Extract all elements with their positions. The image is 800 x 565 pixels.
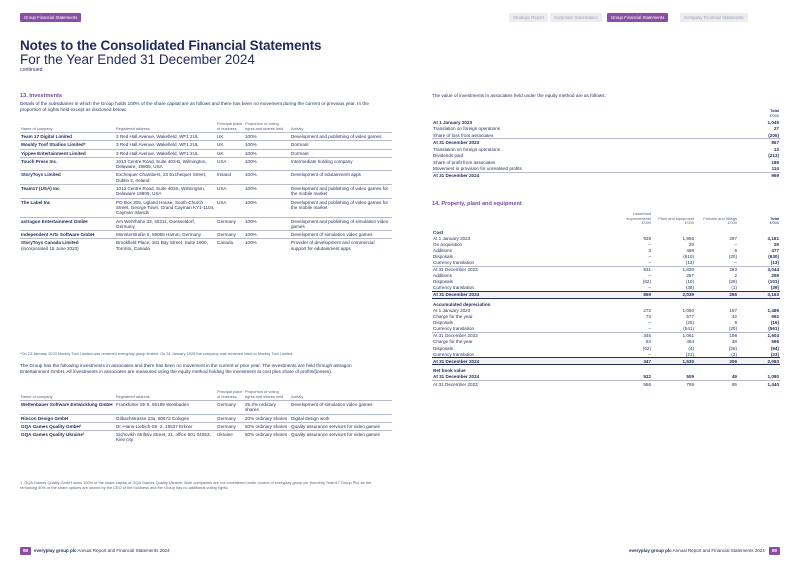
company-prop: 100% [244, 149, 290, 157]
company-prop: 100% [244, 171, 290, 185]
company-place: Germany [216, 217, 244, 231]
row-label: Translation on foreign operations [433, 126, 500, 132]
cell-value: 522 [643, 374, 651, 380]
row-label: At 1 January 2023 [433, 119, 473, 125]
associates-footnote: 1. GQA Games Quality GmbH owns 100% of the share capital of GQA Games Quality Ukraine. Both companies are not considered under control of everyplay group plc (formerly Team17 Group Plc) as the remaining 50% of the share options are owned by the CEO of the business and the Group has no additional voting rights. [20, 480, 372, 490]
cell-value: 586 [610, 381, 652, 388]
table-row [20, 231, 392, 239]
company-address: Gilbachstrasse 23a, 50672 Cologne [115, 414, 216, 422]
company-address: Am Wehrhahn 33, 40211, Duesseldorf, Germany [115, 217, 216, 231]
cell-value: 42 [731, 314, 737, 320]
table-row [20, 171, 392, 185]
table-row [432, 285, 780, 292]
col-ppe-total: Total £'000 [769, 215, 779, 225]
cell-value: 1,604 [738, 332, 780, 339]
cell-value: 928 [643, 235, 651, 241]
row-value: 188 [771, 159, 779, 165]
row-label: Currency translation [433, 259, 475, 265]
cell-value: 29 [773, 241, 779, 247]
cell-value: 73 [645, 314, 651, 320]
row-label: At 31 December 2023 [432, 266, 610, 273]
company-prop: 100% [244, 141, 290, 149]
company-activity: Development and publishing of video games for the mobile market [290, 198, 392, 217]
row-label: At 1 January 2023 [433, 308, 471, 314]
company-activity: Dormant [290, 141, 392, 149]
cell-value: – [648, 259, 651, 265]
row-value: 114 [771, 165, 779, 171]
table-row [432, 260, 780, 267]
company-prop: 20% ordinary shares [244, 414, 290, 422]
col-place: Principal place of business [217, 121, 243, 131]
section-header-row [432, 298, 780, 307]
company-prop: 100% [244, 133, 290, 141]
company-prop: 100% [244, 198, 290, 217]
page-number-right: 89 [769, 547, 780, 555]
assoc-values-intro: The value of investments in associates held under the equity method are as follows: [432, 93, 606, 98]
company-name: Yippee Entertainment Limited [20, 149, 115, 157]
page-number-left: 88 [20, 547, 31, 555]
company-address: Exchequer Chambers, 23 Exchequer Street, Dublin 2, Ireland [115, 171, 216, 185]
table-row [20, 198, 392, 217]
ppe-table [432, 211, 780, 387]
cell-value: 259 [771, 273, 779, 279]
company-name: StoryToys Canada Limited (incorporated 15 June 2023) [20, 239, 115, 252]
col-fixtures: Fixtures and fittings £'000 [703, 215, 737, 225]
cell-value: 206 [695, 358, 738, 365]
cell-value: – [648, 320, 651, 326]
company-name: Touch Press Inc. [20, 157, 115, 171]
cell-value: 869 [610, 291, 652, 298]
row-label: Currency translation [433, 285, 475, 291]
assoc-value-row [432, 165, 780, 172]
tab-strategic-report[interactable]: Strategic Report [509, 13, 548, 22]
company-name: Team 17 Digital Limited [20, 133, 115, 141]
section-header-row [432, 365, 780, 374]
row-label: Disposals [433, 345, 453, 351]
row-label: At 31 December 2024 [432, 172, 740, 179]
table-row [432, 381, 780, 388]
footer-doc: Annual Report and Financial Statements 2024 [672, 548, 765, 553]
page-title: Notes to the Consolidated Financial Statements [20, 38, 322, 53]
company-place: USA [216, 185, 244, 199]
company-name: Mouldy Toof Studios Limited* [20, 141, 115, 149]
cell-value: (38) [685, 285, 694, 291]
assoc-values-table [432, 108, 780, 179]
cell-value: – [648, 285, 651, 291]
cell-value: (630) [768, 253, 779, 259]
row-value: 1,045 [767, 119, 779, 125]
cell-value: 1,050 [682, 308, 694, 314]
company-place: Ireland [216, 171, 244, 185]
cell-value: 1,080 [767, 374, 779, 380]
company-address: Frankfurter Str 5, 65189 Wiesbaden [115, 401, 216, 415]
row-value: (205) [768, 132, 779, 138]
cell-value: 283 [695, 266, 738, 273]
row-label: At 31 December 2024 [432, 291, 610, 298]
company-address: Dr.-Hans-Liebich-Str. 2, 15537 Erkner [115, 422, 216, 430]
cell-value: 29 [688, 241, 694, 247]
subsidiaries-table [20, 121, 392, 252]
company-place: Germany [216, 422, 244, 430]
cell-value: (1) [731, 285, 737, 291]
row-label: Translation on foreign operations [433, 146, 500, 152]
associates-intro: The Group has the following investments in associates and there has been no movement in the current or prior year. The investments are held through astragon Entertainment GmbH. All investments in associates are measured using the equity method holding the investment at cost plus share of profits/(losses). [20, 363, 352, 375]
table-row [20, 239, 392, 252]
table-row [20, 141, 392, 149]
cell-value: 1,061 [652, 332, 695, 339]
company-activity: Development and publishing of video games for the mobile market [290, 185, 392, 199]
cell-value: (20) [728, 326, 737, 332]
cell-value: (16) [770, 320, 779, 326]
cell-value: 1,956 [682, 235, 694, 241]
section-tag: Group Financial Statements [20, 13, 81, 22]
row-label: Charge for the year [433, 314, 473, 320]
company-activity: Development of simulation video games [290, 401, 392, 415]
row-label: Currency translation [433, 351, 475, 357]
cell-value: – [648, 253, 651, 259]
company-activity: Dormant [290, 149, 392, 157]
cell-value: (13) [770, 259, 779, 265]
cell-value: 2,039 [652, 291, 695, 298]
company-prop: 100% [244, 239, 290, 252]
col-name: Name of company [21, 393, 53, 399]
company-place: USA [216, 198, 244, 217]
cell-value: – [648, 241, 651, 247]
cell-value: 257 [686, 273, 694, 279]
company-address: PO Box 309, Ugland House, South Church Street, George Town, Grand Cayman KY1-1104, Cayman Islands [116, 199, 215, 216]
investments-heading: 13. Investments [20, 93, 62, 99]
cell-value: 1,489 [767, 308, 779, 314]
table-row [20, 431, 392, 444]
company-name: astragon Entertainment GmbH [20, 217, 115, 231]
row-label: Share of loss from associates [433, 132, 494, 138]
company-activity: Quality assurance services for video games [290, 431, 392, 444]
col-total: Total £'000 [769, 108, 779, 118]
company-address: 1013 Centre Road, Suite 403-B, Wilmington, Delaware, 19805, USA [115, 157, 216, 171]
cell-value: (28) [728, 345, 737, 351]
cell-value: (29) [728, 279, 737, 285]
cell-value: (62) [642, 345, 651, 351]
company-address: Münsterstraße 5, 59065 Hamm, Germany [115, 231, 216, 239]
table-row [20, 149, 392, 157]
table-row [20, 217, 392, 231]
cell-value: 3 [648, 247, 651, 253]
table-row [20, 157, 392, 171]
company-place: Ukraine [216, 431, 244, 444]
company-name: StoryToys Limited [20, 171, 115, 185]
company-prop: 100% [244, 157, 290, 171]
col-plant: Plant and equipment £'000 [658, 215, 694, 225]
table-row [432, 332, 780, 339]
cell-value: 167 [729, 308, 737, 314]
company-prop: 100% [244, 185, 290, 199]
cell-value: (13) [685, 259, 694, 265]
cell-value: 6 [734, 247, 737, 253]
cell-value: 596 [771, 339, 779, 345]
associates-table [20, 389, 392, 444]
row-label: At 31 December 2024 [433, 374, 480, 380]
cell-value: – [734, 259, 737, 265]
cell-value: (101) [768, 279, 779, 285]
company-activity: Development and publishing of video games [290, 133, 392, 141]
company-activity: Digital design work [290, 414, 392, 422]
cell-value: 198 [695, 332, 738, 339]
company-activity: Intermediate holding company [290, 157, 392, 171]
cell-value: 255 [695, 291, 738, 298]
company-place: Germany [216, 231, 244, 239]
row-label: Cost [433, 229, 444, 235]
company-name: GQA Games Quality Ukraine¹ [20, 431, 115, 444]
table-row [432, 326, 780, 333]
row-label: Disposals [433, 320, 453, 326]
row-label: Net book value [433, 368, 466, 374]
assoc-value-row [432, 132, 780, 139]
company-prop: 50% ordinary shares [244, 422, 290, 430]
col-address: Registered address [116, 393, 150, 399]
company-place: USA [216, 157, 244, 171]
col-name: Name of company [21, 125, 53, 131]
company-address: Brookfield Place, 181 Bay Street, Suite 1800, Toronto, Canada [115, 239, 216, 252]
cell-value: (10) [685, 279, 694, 285]
cell-value: 509 [686, 374, 694, 380]
cell-value: 3,163 [738, 291, 780, 298]
table-row [432, 351, 780, 358]
cell-value: 1,530 [652, 358, 695, 365]
cell-value: 347 [610, 358, 652, 365]
company-address: Sichovikh Striltsiv Street, 21, office 501 04053, Kiev city [115, 431, 216, 444]
cell-value: 1,440 [738, 381, 780, 388]
col-leasehold: Leasehold improvements £'000 [626, 211, 651, 225]
page-subtitle: For the Year Ended 31 December 2024 [20, 52, 255, 67]
table-row [20, 401, 392, 415]
cell-value: (23) [770, 351, 779, 357]
company-address: 1013 Centre Road, Suite 403S, Wilmington, Delaware 19805, USA [115, 185, 216, 199]
row-label: At 31 December 2023 [432, 332, 610, 339]
row-label: Currency translation [433, 326, 475, 332]
cell-value: 468 [686, 247, 694, 253]
company-name: The Label Inc [20, 198, 115, 217]
cell-value: 64 [645, 339, 651, 345]
section-header-row [432, 227, 780, 236]
row-value: 969 [740, 172, 780, 179]
row-label: At 31 December 2024 [432, 358, 610, 365]
company-prop: 100% [244, 231, 290, 239]
col-activity: Activity [291, 393, 304, 399]
assoc-value-row [432, 172, 780, 179]
company-address: 3 Red Hall Avenue, Wakefield, WF1 2UL [115, 141, 216, 149]
company-activity: Development and publishing of simulation video games [290, 217, 392, 231]
footer-doc: Annual Report and Financial Statements 2024 [77, 548, 170, 553]
company-place: Germany [216, 414, 244, 422]
cell-value: (25) [685, 320, 694, 326]
row-label: Disposals [433, 279, 453, 285]
cell-value: (4) [688, 345, 694, 351]
company-name: Weltenbauer Software Entwicklung GmbH [20, 401, 115, 415]
col-place: Principal place of business [217, 389, 243, 399]
row-label: Disposals [433, 253, 453, 259]
company-activity: Quality assurance services for video games [290, 422, 392, 430]
tab-corporate-governance[interactable]: Corporate Governance [550, 13, 602, 22]
row-label: Share of profit from associates [433, 159, 496, 165]
top-nav [0, 13, 800, 23]
company-place: Canada [216, 239, 244, 252]
col-proportion: Proportion of voting rights and shares held [245, 389, 284, 399]
company-name-note: (incorporated 15 June 2023) [21, 245, 79, 251]
footer-brand: everyplay group plc [34, 548, 77, 553]
company-name: Rincon Design GmbH [20, 414, 115, 422]
cell-value: (20) [728, 253, 737, 259]
cell-value: 297 [729, 235, 737, 241]
subsidiaries-footnote: *On 23 January 2023 Mouldy Toof Limited was renamed everyplay group limited. On 31 January 2025 the company was renamed back to Mouldy Toof Limited. [20, 351, 294, 356]
company-address: 3 Red Hall Avenue, Wakefield, WF1 2UL [115, 149, 216, 157]
cell-value: (39) [770, 285, 779, 291]
row-label: Accumulated depreciation [433, 301, 491, 307]
cell-value: 345 [610, 332, 652, 339]
cell-value: 2 [734, 273, 737, 279]
cell-value: (21) [685, 351, 694, 357]
col-activity: Activity [291, 125, 304, 131]
cell-value: 3,181 [767, 235, 779, 241]
cell-value: 769 [652, 381, 695, 388]
col-proportion: Proportion of voting rights and shares held [245, 121, 284, 131]
row-value: (213) [768, 153, 779, 159]
company-place: Germany [216, 401, 244, 415]
table-row [20, 422, 392, 430]
company-activity: Provider of development and commercial support for edutainment apps [290, 239, 392, 252]
cell-value: – [648, 326, 651, 332]
company-activity: Development of edutainment apps [290, 171, 392, 185]
cell-value: 2,083 [738, 358, 780, 365]
cell-value: (610) [683, 253, 694, 259]
cell-value: (2) [731, 351, 737, 357]
company-place: UK [216, 133, 244, 141]
tab-company-financial-statements[interactable]: Company Financial Statements [680, 13, 748, 22]
continued-label: continued [20, 67, 43, 73]
footer-right [629, 547, 780, 555]
row-label: Dividends paid [433, 153, 464, 159]
cell-value: (561) [768, 326, 779, 332]
table-row [432, 266, 780, 273]
footer-brand: everyplay group plc [629, 548, 672, 553]
cell-value: 9 [734, 320, 737, 326]
company-prop: 50% ordinary shares [244, 431, 290, 444]
company-place: UK [216, 141, 244, 149]
investments-intro: Details of the subsidiaries in which the Group holds 100% of the share capital are as follows and there has been no movement during the current or previous year. In the proportion of rights held except as disclosed below: [20, 101, 369, 113]
cell-value: – [648, 273, 651, 279]
row-label: On acquisition [433, 241, 463, 247]
cell-value: 38 [731, 339, 737, 345]
row-label: At 1 January 2023 [433, 235, 471, 241]
cell-value: (541) [683, 326, 694, 332]
tab-group-financial-statements[interactable]: Group Financial Statements [607, 13, 668, 22]
row-value: 13 [773, 146, 779, 152]
table-row [432, 291, 780, 298]
row-value: 867 [740, 139, 780, 146]
cell-value: 494 [686, 339, 694, 345]
footer-left [20, 547, 170, 555]
company-name: Independent Arts Software GmbH [20, 231, 115, 239]
table-row [20, 414, 392, 422]
table-row [20, 185, 392, 199]
row-label: Additions [433, 273, 452, 279]
cell-value: 3,044 [738, 266, 780, 273]
cell-value: (94) [770, 345, 779, 351]
cell-value: 1,830 [652, 266, 695, 273]
row-label: Charge for the year [433, 339, 473, 345]
row-label: Additions [433, 247, 452, 253]
cell-value: 49 [731, 374, 737, 380]
row-value: 27 [773, 126, 779, 132]
cell-value: 85 [695, 381, 738, 388]
company-place: UK [216, 149, 244, 157]
ppe-heading: 14. Property, plant and equipment [432, 201, 522, 207]
cell-value: (62) [642, 279, 651, 285]
table-row [20, 133, 392, 141]
col-address: Registered address [116, 125, 150, 131]
cell-value: 272 [643, 308, 651, 314]
company-address: 3 Red Hall Avenue, Wakefield, WF1 2UL [115, 133, 216, 141]
row-label: Movement in provision for unrealised profits [433, 165, 522, 171]
company-prop: 100% [244, 217, 290, 231]
company-prop: 25.2% ordinary shares [244, 401, 290, 415]
cell-value: 477 [771, 247, 779, 253]
cell-value: – [648, 351, 651, 357]
company-name: Team17 (USA) Inc [20, 185, 115, 199]
cell-value: 577 [686, 314, 694, 320]
assoc-value-row [432, 139, 780, 146]
cell-value: 692 [771, 314, 779, 320]
company-name: GQA Games Quality GmbH¹ [20, 422, 115, 430]
row-label: At 31 December 2023 [432, 381, 610, 388]
cell-value: 931 [610, 266, 652, 273]
company-activity: Development of simulation video games [290, 231, 392, 239]
table-row [432, 358, 780, 365]
cell-value: – [734, 241, 737, 247]
row-label: At 31 December 2023 [432, 139, 740, 146]
table-row [432, 374, 780, 381]
